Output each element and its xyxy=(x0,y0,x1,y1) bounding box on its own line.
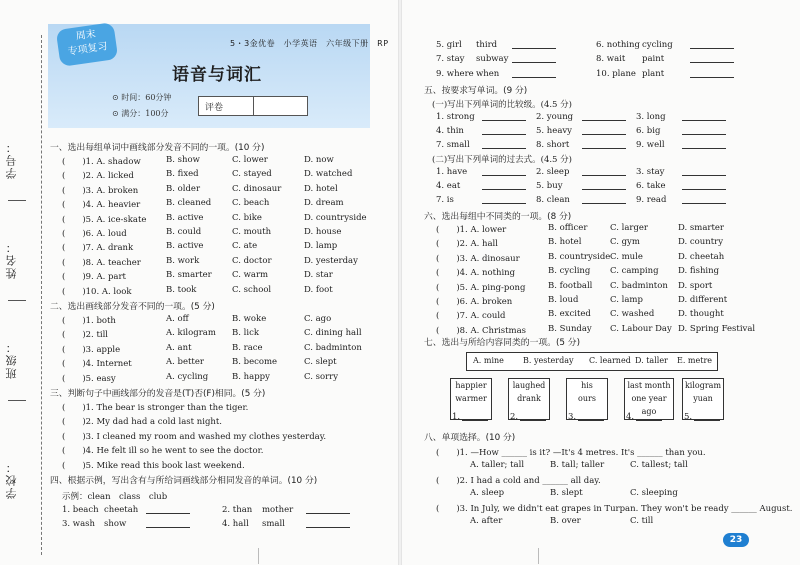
time-limit: ⊙ 时间：60分钟 xyxy=(112,93,172,102)
section-1-item: D. now xyxy=(304,155,334,165)
section-1-item: B. cleaned xyxy=(166,198,212,209)
page-title: 语音与词汇 xyxy=(172,65,262,85)
section-5-title: 五、按要求写单词。(9 分) xyxy=(424,86,528,96)
section-5-word: 7. is xyxy=(436,195,454,205)
question-1: ( )1. —How ______ is it? —It's 4 metres. It's ______ than you. xyxy=(436,448,706,458)
section-4-word: 1. beach xyxy=(62,505,99,515)
box-word: happier xyxy=(455,381,487,390)
section-5-word: 7. small xyxy=(436,140,470,150)
section-1-item: C. school xyxy=(232,284,272,295)
section-4-word: 8. wait xyxy=(596,54,626,65)
answer-number: 5. xyxy=(684,412,693,422)
section-6-item: C. badminton xyxy=(610,280,668,291)
choice-option: A. mine xyxy=(473,356,504,365)
section-6-item: D. smarter xyxy=(678,223,724,233)
section-4-word: 4. hall xyxy=(222,519,249,530)
box-word: ours xyxy=(578,394,596,403)
section-4-word: cheetah xyxy=(104,505,139,515)
section-6-item: C. larger xyxy=(610,223,648,233)
section-4-word: 7. stay xyxy=(436,54,465,65)
section-6-item: C. camping xyxy=(610,266,659,277)
section-5-word: 5. buy xyxy=(536,181,563,191)
section-1-item: C. stayed xyxy=(232,169,272,180)
section-3-sentence: ( )2. My dad had a cold last night. xyxy=(62,417,222,428)
section-4-word: plant xyxy=(642,68,665,79)
section-2-item: C. slept xyxy=(304,357,337,368)
section-1-item: B. show xyxy=(166,155,200,165)
section-1-item: C. doctor xyxy=(232,255,272,266)
section-2-item: C. badminton xyxy=(304,342,362,353)
answer-blank xyxy=(690,412,720,424)
section-5-word: 5. heavy xyxy=(536,126,572,136)
section-8-title: 八、单项选择。(10 分) xyxy=(424,433,516,443)
section-1-item: ( )10. A. look xyxy=(62,286,132,297)
section-6-item: B. loud xyxy=(548,295,579,305)
section-3-sentence: ( )5. Mike read this book last weekend. xyxy=(62,460,245,471)
section-1-item: C. ate xyxy=(232,241,258,252)
section-4-word: third xyxy=(476,40,498,50)
section-6-item: C. washed xyxy=(610,309,655,320)
section-5-word: 9. read xyxy=(636,195,667,205)
section-5-word: 6. big xyxy=(636,126,661,136)
section-2-item: A. off xyxy=(166,314,189,324)
answer-blank xyxy=(678,181,726,193)
section-2-title: 二、选出画线部分发音不同的一项。(5 分) xyxy=(50,302,215,312)
answer-blank xyxy=(508,40,556,52)
section-1-item: B. could xyxy=(166,227,202,237)
answer-blank xyxy=(678,195,726,207)
section-6-item: ( )1. A. lower xyxy=(436,225,507,235)
section-4-word: 3. wash xyxy=(62,519,95,530)
answer-blank xyxy=(508,54,556,66)
section-6-item: ( )7. A. could xyxy=(436,311,506,322)
box-word: warmer xyxy=(455,394,487,403)
section-4-word: 6. nothing xyxy=(596,40,640,50)
section-1-item: D. foot xyxy=(304,284,333,295)
box-word: his xyxy=(581,381,593,390)
section-1-item: B. took xyxy=(166,284,197,295)
answer-blank xyxy=(678,126,726,138)
answer-option: C. sleeping xyxy=(630,488,678,498)
section-3-sentence: ( )1. The bear is stronger than the tiger. xyxy=(62,403,249,413)
section-2-item: A. ant xyxy=(166,342,192,353)
student-id-label: 学号： xyxy=(5,140,18,179)
answer-number: 3. xyxy=(568,412,577,422)
answer-blank xyxy=(142,505,190,517)
answer-blank xyxy=(478,195,526,207)
answer-blank xyxy=(142,519,190,531)
grading-box: 评卷 xyxy=(198,96,308,116)
section-6-item: D. country xyxy=(678,237,724,248)
box-word: laughed xyxy=(512,381,546,390)
section-1-item: ( )2. A. licked xyxy=(62,171,134,182)
section-6-item: ( )8. A. Christmas xyxy=(436,325,527,336)
section-5-word: 1. strong xyxy=(436,112,475,122)
section-4-word: 5. girl xyxy=(436,40,462,50)
section-2-item: B. happy xyxy=(232,371,270,382)
section-4-word: 2. than xyxy=(222,505,253,515)
section-5-word: 8. short xyxy=(536,140,570,150)
box-word: drank xyxy=(517,394,541,403)
section-2-item: B. become xyxy=(232,357,278,368)
section-6-title: 六、选出每组中不同类的一项。(8 分) xyxy=(424,212,572,222)
section-5-word: 1. have xyxy=(436,167,468,177)
section-5-word: 2. young xyxy=(536,112,574,122)
section-1-item: C. dinosaur xyxy=(232,183,282,194)
answer-blank xyxy=(508,69,556,81)
section-6-item: ( )2. A. hall xyxy=(436,239,498,250)
section-5-word: 3. stay xyxy=(636,167,665,177)
section-4-word: mother xyxy=(262,505,294,515)
section-6-item: ( )4. A. nothing xyxy=(436,268,516,279)
section-1-item: D. yesterday xyxy=(304,255,358,266)
class-label: 班级： xyxy=(5,340,18,379)
section-6-item: B. countryside xyxy=(548,251,611,262)
section-5-word: 4. eat xyxy=(436,181,461,191)
answer-blank xyxy=(478,140,526,152)
book-spine xyxy=(398,0,402,565)
answer-option: B. over xyxy=(550,516,581,526)
section-1-item: D. lamp xyxy=(304,241,338,252)
section-6-item: D. cheetah xyxy=(678,251,725,262)
section-2-item: ( )3. apple xyxy=(62,344,121,355)
answer-blank xyxy=(302,505,350,517)
section-2-item: B. lick xyxy=(232,328,259,339)
section-1-item: ( )6. A. loud xyxy=(62,229,127,239)
answer-blank xyxy=(302,519,350,531)
choice-option: D. taller xyxy=(635,356,668,365)
answer-blank xyxy=(632,412,662,424)
answer-blank xyxy=(578,167,626,179)
section-1-item: C. beach xyxy=(232,198,270,209)
full-score: ⊙ 满分：100分 xyxy=(112,109,169,118)
answer-blank xyxy=(478,126,526,138)
section-6-item: ( )3. A. dinosaur xyxy=(436,253,520,264)
section-1-item: ( )7. A. drank xyxy=(62,243,134,254)
section-6-item: D. fishing xyxy=(678,266,720,277)
section-1-item: D. countryside xyxy=(304,212,367,223)
weekend-review-badge: 周末 专项复习 xyxy=(56,22,119,67)
answer-option: A. sleep xyxy=(470,488,505,498)
section-1-item: ( )3. A. broken xyxy=(62,185,139,196)
question-2: ( )2. I had a cold and ______ all day. xyxy=(436,476,601,486)
section-4-word: 9. where xyxy=(436,68,474,79)
series-info: 5・3金优卷 小学英语 六年级下册 RP xyxy=(230,39,389,48)
section-6-item: ( )5. A. ping-pong xyxy=(436,282,526,293)
answer-option: C. till xyxy=(630,516,654,526)
answer-option: B. tall; taller xyxy=(550,460,605,470)
section-1-item: ( )4. A. heavier xyxy=(62,200,141,211)
section-6-item: D. thought xyxy=(678,309,724,320)
section-6-item: D. different xyxy=(678,295,728,305)
section-1-item: ( )9. A. part xyxy=(62,272,126,283)
answer-blank xyxy=(578,195,626,207)
section-4-word: when xyxy=(476,68,500,79)
section-2-item: ( )2. till xyxy=(62,330,109,341)
section-4-word: small xyxy=(262,519,285,530)
section-2-item: C. ago xyxy=(304,314,332,324)
section-4-word: 10. plane xyxy=(596,68,636,79)
section-2-item: A. cycling xyxy=(166,371,209,382)
section-1-item: B. work xyxy=(166,255,200,266)
choice-option: C. learned xyxy=(589,356,631,365)
answer-number: 2. xyxy=(510,412,519,422)
choice-option: E. metre xyxy=(677,356,713,365)
cut-line xyxy=(41,35,42,555)
box-word: yuan xyxy=(693,394,713,403)
section-2-item: ( )4. Internet xyxy=(62,359,132,370)
section-1-item: C. warm xyxy=(232,270,269,281)
section-2-item: C. dining hall xyxy=(304,328,362,339)
section-1-item: B. active xyxy=(166,241,204,252)
answer-blank xyxy=(578,181,626,193)
section-6-item: B. cycling xyxy=(548,266,591,277)
answer-blank xyxy=(478,167,526,179)
section-6-item: D. Spring Festival xyxy=(678,323,756,334)
section-2-item: ( )1. both xyxy=(62,316,116,326)
answer-blank xyxy=(686,54,734,66)
choice-option: B. yesterday xyxy=(523,356,574,365)
answer-number: 1. xyxy=(452,412,461,422)
section-5-word: 9. well xyxy=(636,140,665,150)
section-1-item: ( )8. A. teacher xyxy=(62,257,141,268)
section-4-word: paint xyxy=(642,54,665,65)
section-5-word: 6. take xyxy=(636,181,666,191)
section-5-word: 3. long xyxy=(636,112,666,122)
section-6-item: C. lamp xyxy=(610,295,643,305)
section-1-item: D. watched xyxy=(304,169,353,180)
section-6-item: B. officer xyxy=(548,223,588,233)
section-5-word: 8. clean xyxy=(536,195,570,205)
section-1-item: D. star xyxy=(304,270,333,281)
answer-number: 4. xyxy=(626,412,635,422)
section-1-item: B. older xyxy=(166,183,201,194)
answer-blank xyxy=(686,40,734,52)
answer-option: B. slept xyxy=(550,488,583,498)
section-6-item: C. Labour Day xyxy=(610,323,672,334)
section-1-item: D. house xyxy=(304,227,342,237)
section-1-item: C. bike xyxy=(232,212,262,223)
section-7-title: 七、选出与所给内容同类的一项。(5 分) xyxy=(424,338,581,348)
answer-blank xyxy=(574,412,604,424)
school-label: 学校： xyxy=(5,460,18,499)
answer-blank xyxy=(478,181,526,193)
binding-margin xyxy=(0,0,48,565)
answer-blank xyxy=(678,167,726,179)
answer-option: A. taller; tall xyxy=(470,460,525,470)
section-3-title: 三、判断句子中画线部分的发音是(T)否(F)相同。(5 分) xyxy=(50,389,266,399)
box-word: kilogram xyxy=(684,381,722,390)
section-6-item: C. mule xyxy=(610,251,643,262)
name-label: 姓名： xyxy=(5,240,18,279)
answer-blank xyxy=(678,112,726,124)
section-1-item: C. lower xyxy=(232,155,268,165)
section-2-item: B. race xyxy=(232,342,263,353)
section-4-word: cycling xyxy=(642,40,673,50)
answer-blank xyxy=(578,140,626,152)
section-1-item: B. smarter xyxy=(166,270,212,281)
section-2-item: A. kilogram xyxy=(166,328,216,339)
section-3-sentence: ( )4. He felt ill so he went to see the doctor. xyxy=(62,446,264,457)
section-5-word: 2. sleep xyxy=(536,167,570,177)
section-1-item: C. mouth xyxy=(232,227,272,237)
section-1-item: B. active xyxy=(166,212,204,223)
section-4-word: subway xyxy=(476,54,509,65)
answer-blank xyxy=(478,112,526,124)
section-6-item: B. hotel xyxy=(548,237,582,248)
section-6-item: B. excited xyxy=(548,309,591,320)
section-2-item: B. woke xyxy=(232,314,267,324)
answer-blank xyxy=(516,412,546,424)
answer-option: C. tallest; tall xyxy=(630,460,688,470)
section-6-item: ( )6. A. broken xyxy=(436,297,513,307)
section-6-item: B. Sunday xyxy=(548,323,592,334)
section-1-title: 一、选出每组单词中画线部分发音不同的一项。(10 分) xyxy=(50,143,265,153)
section-1-item: ( )5. A. ice-skate xyxy=(62,214,147,225)
section-2-item: A. better xyxy=(166,357,204,368)
page-number: 23 xyxy=(723,533,749,547)
section-5-word: 4. thin xyxy=(436,126,464,136)
section-6-item: C. gym xyxy=(610,237,640,248)
answer-blank xyxy=(578,126,626,138)
section-5-sub2: (二)写出下列单词的过去式。(4.5 分) xyxy=(432,155,572,165)
section-2-item: ( )5. easy xyxy=(62,373,116,384)
box-word: one year ago xyxy=(631,394,667,416)
section-3-sentence: ( )3. I cleaned my room and washed my clothes yesterday. xyxy=(62,431,327,442)
section-2-item: C. sorry xyxy=(304,371,339,382)
section-4-word: show xyxy=(104,519,127,530)
answer-blank xyxy=(458,412,488,424)
section-6-item: D. sport xyxy=(678,280,713,291)
section-1-item: D. hotel xyxy=(304,183,338,194)
section-6-item: B. football xyxy=(548,280,593,291)
answer-blank xyxy=(686,69,734,81)
section-1-item: D. dream xyxy=(304,198,344,209)
section-7-choices xyxy=(466,352,718,371)
answer-blank xyxy=(678,140,726,152)
section-4-title: 四、根据示例，写出含有与所给词画线部分相同发音的单词。(10 分) xyxy=(50,476,318,486)
section-1-item: ( )1. A. shadow xyxy=(62,157,141,167)
section-1-item: B. fixed xyxy=(166,169,199,180)
answer-blank xyxy=(578,112,626,124)
section-4-example: 示例：clean class club xyxy=(62,492,168,502)
box-word: last month xyxy=(627,381,671,390)
answer-option: A. after xyxy=(470,516,503,526)
question-3: ( )3. In July, we didn't eat grapes in Turpan. They won't be ready ______ August. xyxy=(436,504,793,514)
section-5-sub1: (一)写出下列单词的比较级。(4.5 分) xyxy=(432,100,572,110)
